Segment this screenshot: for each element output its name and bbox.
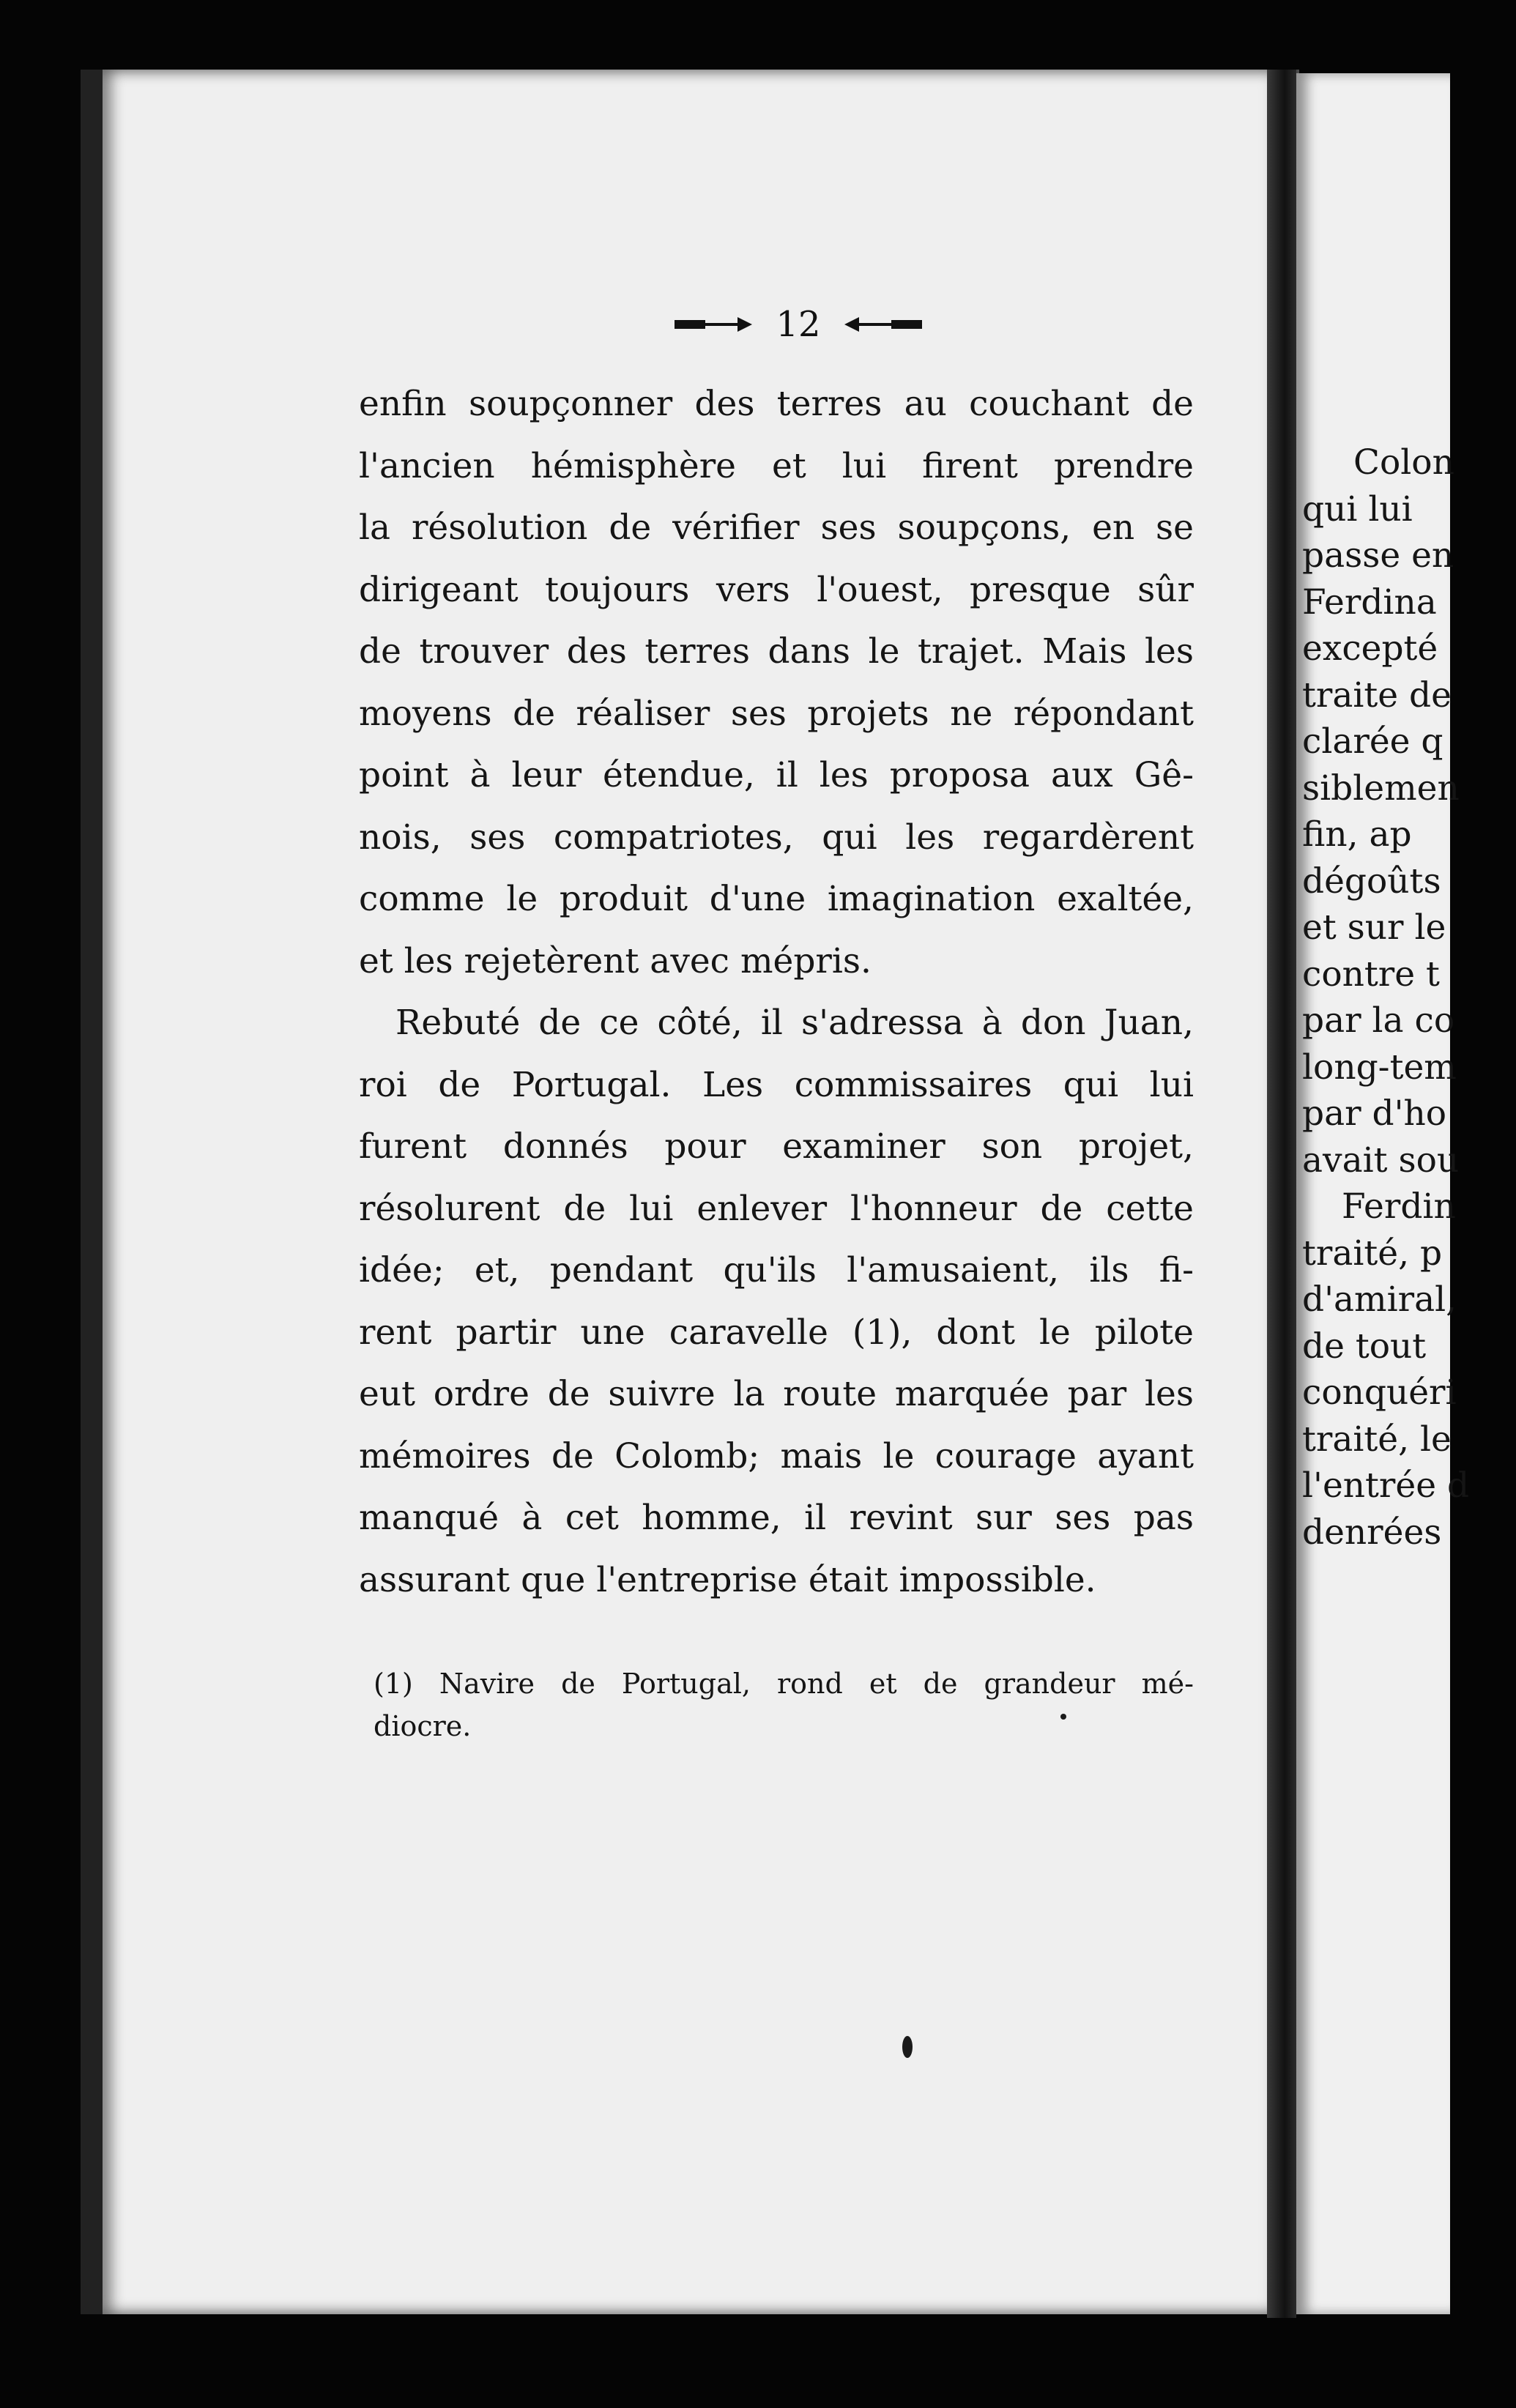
main-text [359,374,1194,1611]
text-line: résolurent de lui enlever l'honneur de cette [359,1188,1194,1229]
book-gutter [1267,70,1296,2318]
right-page-text-line: traite de [1302,675,1452,716]
footnote [374,1662,1194,1747]
page-header [644,299,952,350]
text-line: de trouver des terres dans le trajet. Mais les [359,631,1194,672]
text-line: enfin soupçonner des terres au couchant de [359,384,1194,424]
right-page-text-line: excepté [1302,628,1438,669]
footnote-line: (1) Navire de Portugal, rond et de grandeur mé- [374,1668,1194,1700]
right-page-text-line: par d'ho [1302,1093,1447,1134]
text-line: comme le produit d'une imagination exaltée, [359,879,1194,919]
right-page-text [1296,439,1516,1556]
paragraph-1 [359,374,1194,992]
right-page-text-line: contre t [1302,954,1440,995]
text-line: Rebuté de ce côté, il s'adressa à don Juan, [395,1003,1194,1043]
right-page-text-line: siblemen [1302,768,1460,809]
right-page-text-line: long-tem [1302,1047,1457,1088]
right-page-text-line: Colon [1353,442,1454,483]
footnote-line: diocre. [374,1710,472,1742]
text-line: nois, ses compatriotes, qui les regardèrent [359,817,1194,858]
right-page-text-line: Ferdina [1302,581,1437,623]
right-page-text-line: avait sou [1302,1140,1460,1181]
text-line: l'ancien hémisphère et lui firent prendre [359,445,1194,486]
right-page-text-line: et sur le [1302,907,1446,948]
text-line: rent partir une caravelle (1), dont le pilote [359,1312,1194,1353]
text-line: manqué à cet homme, il revint sur ses pas [359,1498,1194,1538]
right-page-text-line: dégoûts [1302,861,1441,902]
right-page-text-line: l'entrée d [1302,1465,1470,1506]
page-number: 12 [776,304,821,345]
right-book-page [1296,73,1470,2314]
left-arrow-ornament-icon [675,316,755,333]
right-page-text-line: denrées [1302,1512,1442,1553]
right-page-text-line: passe en [1302,535,1454,576]
right-page-text-line: par la co [1302,1000,1455,1041]
right-page-text-line: traité, p [1302,1233,1443,1274]
right-page-text-line: Ferdin [1342,1186,1456,1227]
text-line: eut ordre de suivre la route marquée par les [359,1374,1194,1414]
text-line: dirigeant toujours vers l'ouest, presque sûr [359,569,1194,610]
text-line: furent donnés pour examiner son projet, [359,1126,1194,1167]
right-page-text-line: clarée q [1302,721,1443,762]
ink-speck [902,2036,913,2058]
text-line: roi de Portugal. Les commissaires qui lui [359,1064,1194,1105]
text-line: et les rejetèrent avec mépris. [359,940,872,981]
right-page-text-line: qui lui [1302,488,1413,529]
ink-speck [1060,1714,1066,1720]
text-line: assurant que l'entreprise était impossible. [359,1559,1096,1600]
text-line: point à leur étendue, il les proposa aux Gê- [359,755,1194,795]
text-line: la résolution de vérifier ses soupçons, en se [359,508,1194,548]
text-line: idée; et, pendant qu'ils l'amusaient, ils fi- [359,1250,1194,1290]
right-page-text-line: d'amiral, [1302,1279,1457,1320]
right-page-text-line: de tout [1302,1326,1427,1367]
right-page-text-line: fin, ap [1302,814,1412,855]
right-page-text-line: conquéri [1302,1372,1457,1413]
right-page-text-line: traité, le [1302,1419,1452,1460]
paragraph-2 [359,992,1194,1611]
text-line: mémoires de Colomb; mais le courage ayant [359,1435,1194,1476]
right-arrow-ornament-icon [841,316,922,333]
text-line: moyens de réaliser ses projets ne répondant [359,693,1194,734]
